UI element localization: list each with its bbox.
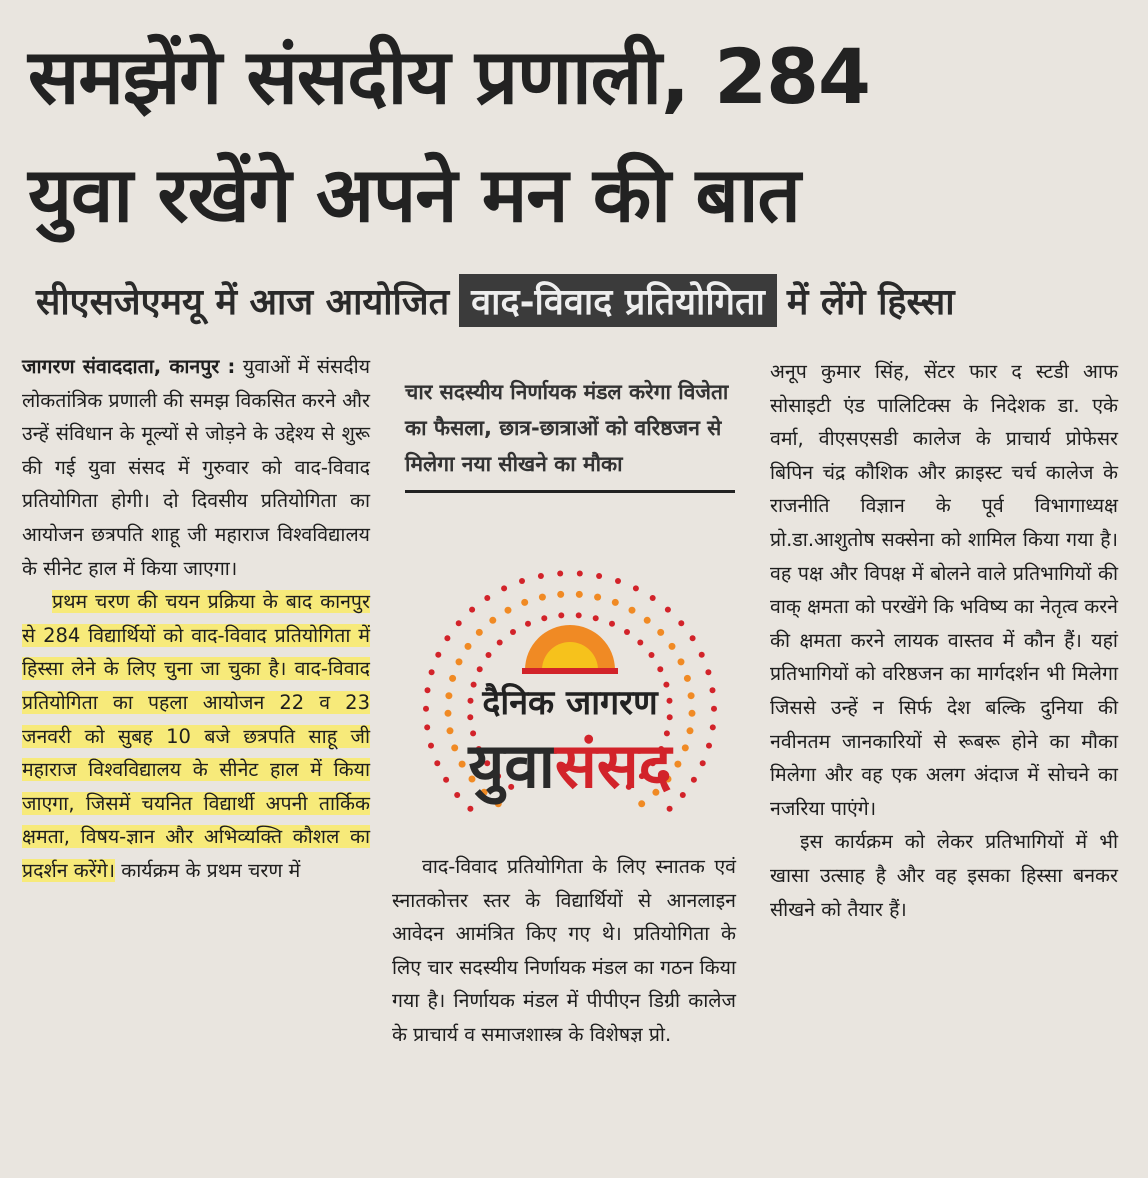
logo-dot [521, 599, 528, 606]
column-3-paragraph-2: इस कार्यक्रम को लेकर प्रतिभागियों में भी खासा उत्साह है और वह इसका हिस्सा बनकर सीखने को तैयार हैं। [770, 830, 1118, 921]
logo-dot [690, 635, 696, 641]
logo-dot [678, 620, 684, 626]
logo-dot [484, 595, 490, 601]
column-2 [392, 850, 736, 1052]
logo-dot [541, 615, 547, 621]
subheadline-boxed: वाद-विवाद प्रतियोगिता [459, 274, 777, 327]
logo-dot [576, 612, 582, 618]
logo-dot [525, 621, 531, 627]
column-1-paragraph-1-text: युवाओं में संसदीय लोकतांत्रिक प्रणाली की समझ विकसित करने और उन्हें संविधान के मूल्यों से जोड़ने के उद्देश्य से शुरू की गई युवा संसद में गुरुवार को वाद-विवाद प्रतियोगिता होगी। दो दिवसीय प्रतियोगिता का आयोजन छत्रपति शाहू जी महाराज विश्वविद्यालय के सीनेट हाल में किया जाएगा। [22, 355, 370, 580]
subheadline [36, 274, 1126, 327]
logo-title [420, 722, 720, 806]
sunrise-base [522, 668, 618, 674]
yuva-sansad-logo [400, 550, 740, 840]
logo-dot [633, 585, 639, 591]
logo-dot [445, 692, 452, 699]
column-2-paragraph-1: वाद-विवाद प्रतियोगिता के लिए स्नातक एवं स्नातकोत्तर स्तर के विद्यार्थियों से आनलाइन आवेदन आमंत्रित किए गए थे। प्रतियोगिता के लिए चार सदस्यीय निर्णायक मंडल का गठन किया गया है। निर्णायक मंडल में पीपीएन डिग्री कालेज के प्राचार्य व समाजशास्त्र के विशेषज्ञ प्रो. [392, 855, 736, 1046]
logo-dot [711, 706, 717, 712]
logo-dot [486, 652, 492, 658]
column-3 [770, 355, 1118, 926]
logo-brand: दैनिक जागरण [482, 683, 658, 723]
logo-dot [510, 629, 516, 635]
logo-dot [637, 640, 643, 646]
headline-line-2: युवा रखेंगे अपने मन की बात [28, 150, 800, 239]
logo-dot [593, 615, 599, 621]
pull-quote: चार सदस्यीय निर्णायक मंडल करेगा विजेता का फैसला, छात्र-छात्राओं को वरिष्ठजन से मिलेगा नया सीखने का मौका [405, 374, 735, 493]
logo-dot [667, 806, 673, 812]
logo-dot [467, 806, 473, 812]
subheadline-after: में लेंगे हिस्सा [786, 282, 955, 323]
logo-dot [596, 573, 602, 579]
logo-dot [609, 621, 615, 627]
logo-dot [477, 666, 483, 672]
logo-dot [624, 629, 630, 635]
column-1-paragraph-2 [22, 585, 370, 887]
column-3-paragraph-1: अनूप कुमार सिंह, सेंटर फार द स्टडी आफ सोसाइटी एंड पालिटिक्स के निदेशक डा. एके वर्मा, वीएसएसडी कालेज के प्राचार्य प्रोफेसर बिपिन चंद्र कौशिक और क्राइस्ट चर्च कालेज के राजनीति विज्ञान के पूर्व विभागाध्यक्ष प्रो.डा.आशुतोष सक्सेना को शामिल किया गया है। वह पक्ष और विपक्ष में बोलने वाले प्रतिभागियों की वाक् क्षमता को परखेंगे कि भविष्य का नेतृत्व करने की क्षमता करने लायक वास्तव में कौन हैं। यहां प्रतिभागियों को वरिष्ठजन का मार्गदर्शन भी मिलेगा जिससे उन्हें न सिर्फ देश बल्कि दुनिया की नवीनतम जानकारियों से रूबरू होने का मौका मिलेगा और वह एक अलग अंदाज में सोचने का नजरिया पाएंगे। [770, 360, 1118, 820]
logo-dot [684, 675, 691, 682]
logo-dot [678, 658, 685, 665]
column-1 [22, 350, 370, 888]
logo-dot [505, 607, 512, 614]
logo-dot [456, 620, 462, 626]
logo-dot [689, 710, 696, 717]
logo-dot [710, 687, 716, 693]
highlighted-text: प्रथम चरण की चयन प्रक्रिया के बाद कानपुर से 284 विद्यार्थियों को वाद-विवाद प्रतियोगिता में हिस्सा लेने के लिए चुना जा चुका है। वाद-विवाद प्रतियोगिता का पहला आयोजन 22 व 23 जनवरी को सुबह 10 बजे छत्रपति साहू जी महाराज विश्वविद्यालय के सीनेट हाल में किया जाएगा, जिसमें चयनित विद्यार्थी अपनी तार्किक क्षमता, विषय-ज्ञान और अभिव्यक्ति कौशल का प्रदर्शन करेंगे। [22, 590, 370, 882]
logo-dot [644, 617, 651, 624]
logo-dot [444, 635, 450, 641]
logo-dot [688, 692, 695, 699]
logo-title-word-2: संसद [554, 729, 672, 802]
logo-dot [519, 578, 525, 584]
logo-dot [501, 585, 507, 591]
logo-dot [699, 652, 705, 658]
logo-dot [456, 658, 463, 665]
logo-dot [629, 607, 636, 614]
subheadline-before: सीएसजेएमयू में आज आयोजित [36, 282, 450, 323]
logo-dot [429, 669, 435, 675]
logo-dot [657, 666, 663, 672]
logo-dot [557, 571, 563, 577]
logo-dot [538, 573, 544, 579]
logo-dot [558, 612, 564, 618]
logo-dot [489, 617, 496, 624]
logo-dot [469, 607, 475, 613]
logo-dot [539, 594, 546, 601]
logo-dot [657, 629, 664, 636]
logo-dot [445, 710, 452, 717]
logo-title-word-1: युवा [468, 729, 555, 802]
logo-dot [615, 578, 621, 584]
column-1-paragraph-2-rest: कार्यक्रम के प्रथम चरण में [121, 858, 301, 882]
logo-dot [669, 643, 676, 650]
logo-dot [705, 669, 711, 675]
logo-dot [577, 571, 583, 577]
dateline: जागरण संवाददाता, कानपुर : [22, 355, 236, 378]
headline [28, 18, 1128, 254]
logo-dot [649, 652, 655, 658]
logo-dot [497, 640, 503, 646]
logo-dot [557, 591, 564, 598]
logo-dot [435, 652, 441, 658]
logo-dot [650, 595, 656, 601]
logo-dot [665, 607, 671, 613]
headline-line-1: समझेंगे संसदीय प्रणाली, 284 [28, 32, 870, 121]
logo-dot [576, 591, 583, 598]
logo-dot [612, 599, 619, 606]
logo-dot [476, 629, 483, 636]
logo-dot [423, 706, 429, 712]
logo-dot [465, 643, 472, 650]
column-1-paragraph-1 [22, 350, 370, 585]
logo-dot [449, 675, 456, 682]
logo-dot [594, 594, 601, 601]
logo-dot [425, 687, 431, 693]
